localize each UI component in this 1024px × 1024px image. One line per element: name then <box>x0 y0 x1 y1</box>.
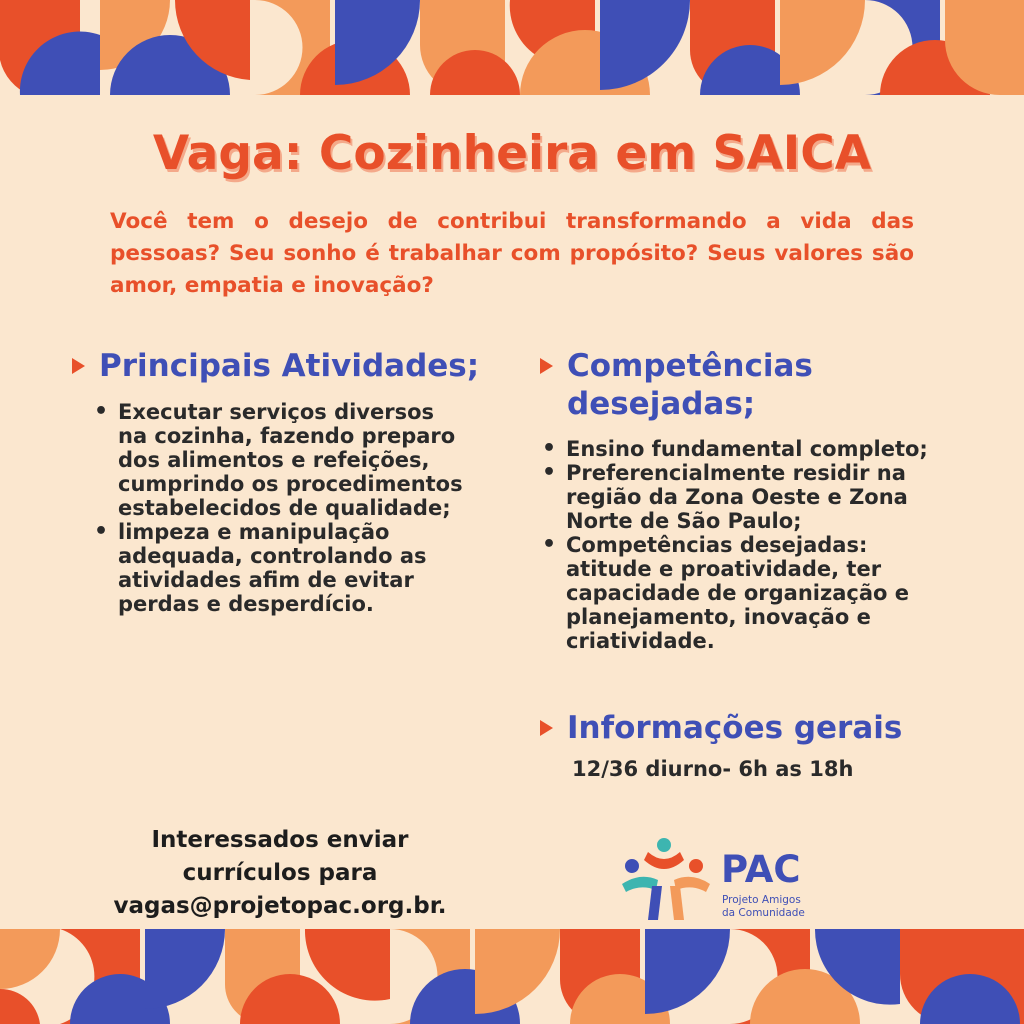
info-heading-label: Informações gerais <box>567 710 903 746</box>
pac-logo <box>618 836 838 926</box>
logo-subtitle-line1: Projeto Amigos <box>722 894 801 906</box>
top-decorative-border <box>0 0 1024 95</box>
triangle-bullet-icon <box>72 358 85 374</box>
activities-list <box>92 400 464 616</box>
contact-block <box>90 824 470 923</box>
contact-line2: currículos para <box>182 860 378 886</box>
competencies-heading-line2: desejadas; <box>567 386 756 422</box>
contact-line1: Interessados enviar <box>151 827 409 853</box>
activities-heading <box>72 347 479 385</box>
intro-text: Você tem o desejo de contribui transformando a vida das pessoas? Seu sonho é trabalhar com propósito? Seus valores são amor, empatia e inovação? <box>110 209 914 298</box>
competencies-heading-line1: Competências <box>567 348 813 384</box>
schedule-text: 12/36 diurno- 6h as 18h <box>572 757 854 781</box>
bottom-decorative-border <box>0 929 1024 1024</box>
list-item: • Competências desejadas: atitude e proatividade, ter capacidade de organização e planejamento, inovação e criatividade. <box>540 533 944 653</box>
triangle-bullet-icon <box>540 720 553 736</box>
competencies-heading <box>540 347 813 423</box>
logo-subtitle-line2: da Comunidade <box>722 907 805 919</box>
list-item: • Executar serviços diversos na cozinha, fazendo preparo dos alimentos e refeições, cumprindo os procedimentos estabelecidos de qualidade; <box>92 400 464 520</box>
activities-heading-label: Principais Atividades; <box>99 348 480 384</box>
page-title: Vaga: Cozinheira em SAICA <box>152 126 872 181</box>
list-item: • Ensino fundamental completo; <box>540 437 944 461</box>
info-heading <box>540 709 902 747</box>
list-item: • limpeza e manipulação adequada, controlando as atividades afim de evitar perdas e desperdício. <box>92 520 464 616</box>
pac-people-icon <box>618 836 714 926</box>
competencies-list <box>540 437 944 653</box>
list-item: • Preferencialmente residir na região da Zona Oeste e Zona Norte de São Paulo; <box>540 461 944 533</box>
logo-name: PAC <box>721 848 801 891</box>
triangle-bullet-icon <box>540 358 553 374</box>
contact-email: vagas@projetopac.org.br. <box>113 893 447 919</box>
logo-subtitle <box>722 894 832 920</box>
